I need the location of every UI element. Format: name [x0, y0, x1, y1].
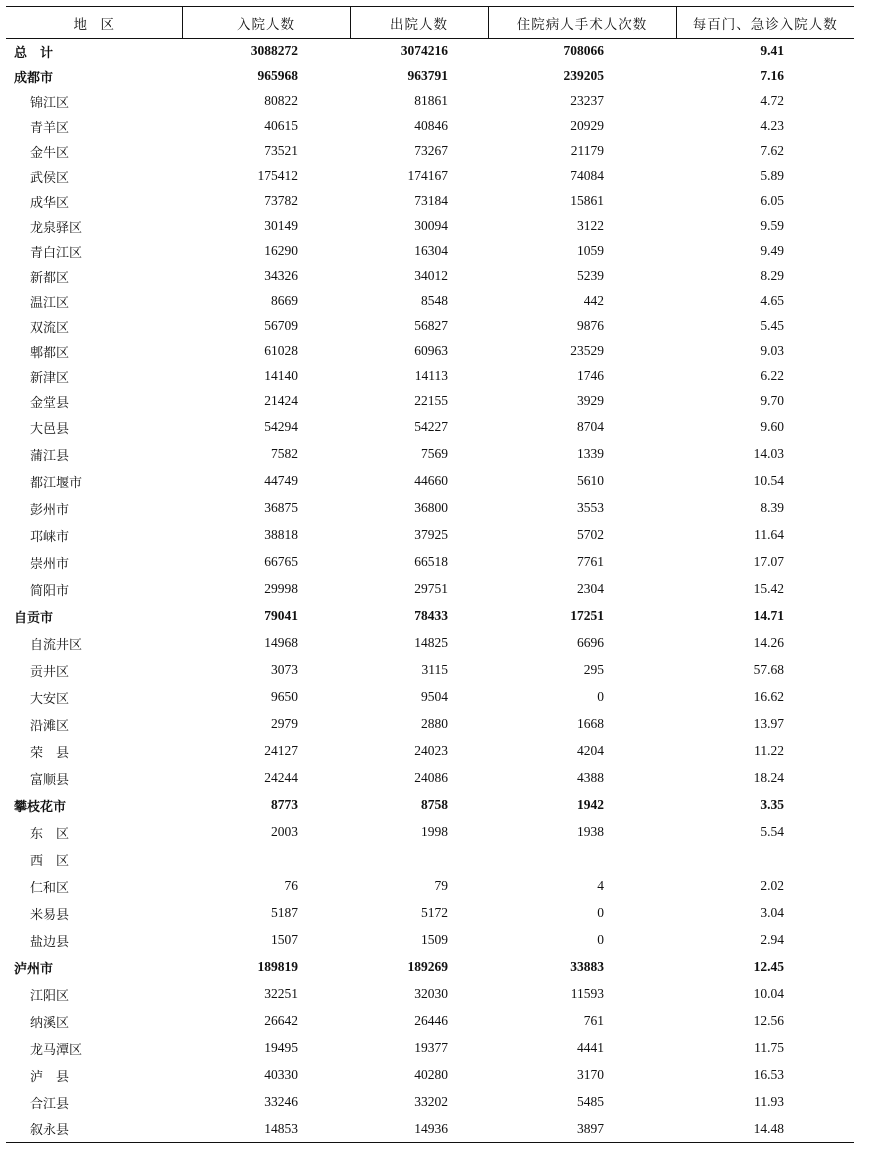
surgeries-cell: 11593: [570, 986, 604, 1001]
admission-rate-cell: 9.70: [760, 393, 784, 408]
discharges-cell: 44660: [414, 473, 448, 488]
admission-rate-cell: 15.42: [753, 581, 784, 596]
admission-rate-cell: 16.62: [753, 689, 784, 704]
admissions-cell: 965968: [257, 68, 298, 83]
surgeries-cell: 8704: [577, 419, 604, 434]
admission-rate-cell: 7.62: [760, 143, 784, 158]
admissions-cell: 30149: [264, 218, 298, 233]
surgeries-cell: 2304: [577, 581, 604, 596]
discharges-cell: 14825: [414, 635, 448, 650]
surgeries-cell: 7761: [577, 554, 604, 569]
table-row: [6, 927, 854, 954]
admissions-cell: 2003: [271, 824, 298, 839]
admissions-cell: 36875: [264, 500, 298, 515]
region-name-cell: 纳溪区: [30, 1015, 70, 1031]
table-row-group: [6, 603, 854, 630]
discharges-cell: 8758: [421, 797, 448, 812]
discharges-cell: 14113: [414, 368, 448, 383]
region-name-cell: 龙泉驿区: [30, 220, 83, 236]
admissions-cell: 80822: [264, 93, 298, 108]
admissions-cell: 24127: [264, 743, 298, 758]
discharges-cell: 79: [434, 878, 448, 893]
region-name-cell: 大安区: [30, 691, 70, 707]
surgeries-cell: 3929: [577, 393, 604, 408]
surgeries-cell: 6696: [577, 635, 604, 650]
region-name-cell: 都江堰市: [30, 475, 83, 491]
discharges-cell: 33202: [414, 1094, 448, 1109]
table-row: [6, 139, 854, 164]
table-row: [6, 214, 854, 239]
admission-rate-cell: 11.75: [754, 1040, 784, 1055]
admissions-cell: 16290: [264, 243, 298, 258]
region-name-cell: 泸 县: [30, 1069, 70, 1085]
header-region: 地 区: [6, 7, 182, 39]
discharges-cell: 16304: [414, 243, 448, 258]
surgeries-cell: 4441: [577, 1040, 604, 1055]
surgeries-cell: 9876: [577, 318, 604, 333]
admissions-cell: 44749: [264, 473, 298, 488]
table-row: [6, 657, 854, 684]
region-name-cell: 金牛区: [30, 145, 70, 161]
table-row: [6, 576, 854, 603]
discharges-cell: 40846: [414, 118, 448, 133]
discharges-cell: 963791: [407, 68, 448, 83]
table-row: [6, 495, 854, 522]
admissions-cell: 3073: [271, 662, 298, 677]
region-name-cell: 总 计: [14, 45, 54, 61]
statistics-table-page: [6, 6, 854, 1143]
region-name-cell: 金堂县: [30, 395, 70, 411]
region-name-cell: 仁和区: [30, 880, 70, 896]
surgeries-cell: 1059: [577, 243, 604, 258]
surgeries-cell: 4204: [577, 743, 604, 758]
admission-rate-cell: 18.24: [753, 770, 784, 785]
table-row: [6, 1062, 854, 1089]
admissions-cell: 32251: [264, 986, 298, 1001]
admission-rate-cell: 3.04: [760, 905, 784, 920]
admissions-cell: 73521: [264, 143, 298, 158]
discharges-cell: 3074216: [400, 43, 448, 59]
admission-rate-cell: 8.39: [760, 500, 784, 515]
admissions-cell: 61028: [264, 343, 298, 358]
admission-rate-cell: 9.49: [760, 243, 784, 258]
table-row: [6, 711, 854, 738]
surgeries-cell: 3170: [577, 1067, 604, 1082]
region-name-cell: 青白江区: [30, 245, 83, 261]
region-name-cell: 大邑县: [30, 421, 70, 437]
surgeries-cell: 5485: [577, 1094, 604, 1109]
region-name-cell: 东 区: [30, 826, 70, 842]
surgeries-cell: 0: [597, 689, 604, 704]
admissions-cell: 66765: [264, 554, 298, 569]
table-row: [6, 264, 854, 289]
discharges-cell: 1509: [421, 932, 448, 947]
surgeries-cell: 5239: [577, 268, 604, 283]
table-row: [6, 314, 854, 339]
admissions-cell: 54294: [264, 419, 298, 434]
table-row: [6, 873, 854, 900]
admission-rate-cell: [676, 846, 854, 873]
discharges-cell: 19377: [414, 1040, 448, 1055]
table-row: [6, 364, 854, 389]
admission-rate-cell: 57.68: [753, 662, 784, 677]
admissions-cell: 19495: [264, 1040, 298, 1055]
table-header: [6, 7, 854, 39]
region-name-cell: 自贡市: [14, 610, 54, 626]
table-row: [6, 549, 854, 576]
admission-rate-cell: 14.26: [753, 635, 784, 650]
region-name-cell: 自流井区: [30, 637, 83, 653]
admission-rate-cell: 12.45: [753, 959, 784, 974]
discharges-cell: 81861: [414, 93, 448, 108]
surgeries-cell: 1339: [577, 446, 604, 461]
admission-rate-cell: 14.71: [753, 608, 784, 623]
discharges-cell: 2880: [421, 716, 448, 731]
region-name-cell: 锦江区: [30, 95, 70, 111]
admission-rate-cell: 9.41: [760, 43, 784, 59]
discharges-cell: 14936: [350, 1116, 488, 1143]
discharges-cell: 1998: [421, 824, 448, 839]
region-name-cell: 温江区: [30, 295, 70, 311]
discharges-cell: 22155: [414, 393, 448, 408]
admissions-cell: 8669: [271, 293, 298, 308]
admissions-cell: 76: [284, 878, 298, 893]
admissions-cell: 14853: [182, 1116, 350, 1143]
admission-rate-cell: 9.60: [760, 419, 784, 434]
discharges-cell: 29751: [414, 581, 448, 596]
admission-rate-cell: 11.64: [754, 527, 784, 542]
admission-rate-cell: 13.97: [753, 716, 784, 731]
admissions-cell: 40615: [264, 118, 298, 133]
table-row: [6, 1089, 854, 1116]
discharges-cell: 30094: [414, 218, 448, 233]
admission-rate-cell: 10.04: [753, 986, 784, 1001]
admission-rate-cell: 5.89: [760, 168, 784, 183]
surgeries-cell: 74084: [570, 168, 604, 183]
surgeries-cell: 5702: [577, 527, 604, 542]
discharges-cell: 3115: [421, 662, 448, 677]
region-name-cell: 青羊区: [30, 120, 70, 136]
admissions-cell: 175412: [257, 168, 298, 183]
region-name-cell: 荣 县: [30, 745, 70, 761]
admission-rate-cell: 4.72: [760, 93, 784, 108]
surgeries-cell: 0: [597, 905, 604, 920]
admission-rate-cell: 17.07: [753, 554, 784, 569]
admissions-cell: 5187: [271, 905, 298, 920]
surgeries-cell: 1746: [577, 368, 604, 383]
region-name-cell: 合江县: [30, 1096, 70, 1112]
region-name-cell: 西 区: [30, 853, 70, 869]
discharges-cell: 26446: [414, 1013, 448, 1028]
table-row: [6, 846, 854, 873]
discharges-cell: 9504: [421, 689, 448, 704]
header-discharges: 出院人数: [350, 7, 488, 39]
discharges-cell: 5172: [421, 905, 448, 920]
table-row: [6, 765, 854, 792]
table-row: [6, 414, 854, 441]
discharges-cell: 8548: [421, 293, 448, 308]
table-row: [6, 189, 854, 214]
table-body: [6, 39, 854, 1143]
table-row: [6, 684, 854, 711]
admissions-cell: 2979: [271, 716, 298, 731]
admissions-cell: 79041: [264, 608, 298, 623]
table-row: [6, 981, 854, 1008]
region-name-cell: 成都市: [14, 70, 54, 86]
region-name-cell: 蒲江县: [30, 448, 70, 464]
surgeries-cell: 4: [597, 878, 604, 893]
surgeries-cell: [488, 846, 676, 873]
table-row: [6, 1116, 854, 1143]
discharges-cell: 174167: [407, 168, 448, 183]
admissions-cell: 38818: [264, 527, 298, 542]
admissions-cell: 24244: [264, 770, 298, 785]
table-row: [6, 89, 854, 114]
admission-rate-cell: 6.05: [760, 193, 784, 208]
table-row: [6, 819, 854, 846]
admissions-cell: 189819: [257, 959, 298, 974]
inpatient-statistics-table: [6, 6, 854, 1143]
table-row: [6, 522, 854, 549]
region-name-cell: 双流区: [30, 320, 70, 336]
admission-rate-cell: 12.56: [753, 1013, 784, 1028]
surgeries-cell: 23237: [570, 93, 604, 108]
admissions-cell: 3088272: [250, 43, 298, 59]
discharges-cell: 24086: [414, 770, 448, 785]
admissions-cell: 14968: [264, 635, 298, 650]
discharges-cell: 73184: [414, 193, 448, 208]
region-name-cell: 叙永县: [6, 1116, 182, 1143]
discharges-cell: 7569: [421, 446, 448, 461]
discharges-cell: 32030: [414, 986, 448, 1001]
admission-rate-cell: 4.23: [760, 118, 784, 133]
admission-rate-cell: 5.45: [760, 318, 784, 333]
region-name-cell: 泸州市: [14, 961, 54, 977]
admissions-cell: 7582: [271, 446, 298, 461]
admission-rate-cell: 10.54: [753, 473, 784, 488]
header-row: [6, 7, 854, 39]
discharges-cell: 36800: [414, 500, 448, 515]
region-name-cell: 攀枝花市: [14, 799, 67, 815]
admission-rate-cell: 7.16: [760, 68, 784, 83]
region-name-cell: 龙马潭区: [30, 1042, 83, 1058]
admission-rate-cell: 14.48: [676, 1116, 854, 1143]
region-name-cell: 郫都区: [30, 345, 70, 361]
discharges-cell: 78433: [414, 608, 448, 623]
discharges-cell: 34012: [414, 268, 448, 283]
table-row: [6, 630, 854, 657]
admission-rate-cell: 11.22: [754, 743, 784, 758]
admission-rate-cell: 4.65: [760, 293, 784, 308]
table-row: [6, 441, 854, 468]
region-name-cell: 邛崃市: [30, 529, 70, 545]
surgeries-cell: 4388: [577, 770, 604, 785]
surgeries-cell: 1668: [577, 716, 604, 731]
table-row: [6, 900, 854, 927]
table-row: [6, 389, 854, 414]
admission-rate-cell: 11.93: [754, 1094, 784, 1109]
surgeries-cell: 3897: [488, 1116, 676, 1143]
discharges-cell: 40280: [414, 1067, 448, 1082]
admission-rate-cell: 2.02: [760, 878, 784, 893]
surgeries-cell: 295: [583, 662, 604, 677]
admissions-cell: 56709: [264, 318, 298, 333]
discharges-cell: 60963: [414, 343, 448, 358]
admission-rate-cell: 8.29: [760, 268, 784, 283]
admission-rate-cell: 9.59: [760, 218, 784, 233]
surgeries-cell: 21179: [570, 143, 604, 158]
region-name-cell: 成华区: [30, 195, 70, 211]
table-row-group: [6, 792, 854, 819]
header-surgeries: 住院病人手术人次数: [488, 7, 676, 39]
table-row-group: [6, 39, 854, 64]
admission-rate-cell: 16.53: [753, 1067, 784, 1082]
admissions-cell: 14140: [264, 368, 298, 383]
surgeries-cell: 3122: [577, 218, 604, 233]
region-name-cell: 江阳区: [30, 988, 70, 1004]
admission-rate-cell: 5.54: [760, 824, 784, 839]
region-name-cell: 武侯区: [30, 170, 70, 186]
admissions-cell: 9650: [271, 689, 298, 704]
table-row-group: [6, 64, 854, 89]
surgeries-cell: 5610: [577, 473, 604, 488]
region-name-cell: 彭州市: [30, 502, 70, 518]
region-name-cell: 新都区: [30, 270, 70, 286]
surgeries-cell: 3553: [577, 500, 604, 515]
surgeries-cell: 708066: [563, 43, 604, 59]
region-name-cell: 富顺县: [30, 772, 70, 788]
region-name-cell: 盐边县: [30, 934, 70, 950]
table-row: [6, 164, 854, 189]
region-name-cell: 贡井区: [30, 664, 70, 680]
surgeries-cell: 15861: [570, 193, 604, 208]
admissions-cell: 33246: [264, 1094, 298, 1109]
table-row: [6, 738, 854, 765]
region-name-cell: 崇州市: [30, 556, 70, 572]
region-name-cell: 简阳市: [30, 583, 70, 599]
table-row: [6, 239, 854, 264]
admission-rate-cell: 3.35: [760, 797, 784, 812]
admissions-cell: 26642: [264, 1013, 298, 1028]
surgeries-cell: 23529: [570, 343, 604, 358]
table-row: [6, 339, 854, 364]
table-row: [6, 114, 854, 139]
surgeries-cell: 239205: [563, 68, 604, 83]
region-name-cell: 沿滩区: [30, 718, 70, 734]
region-name-cell: 新津区: [30, 370, 70, 386]
header-admissions: 入院人数: [182, 7, 350, 39]
surgeries-cell: 1938: [577, 824, 604, 839]
admission-rate-cell: 14.03: [753, 446, 784, 461]
discharges-cell: 37925: [414, 527, 448, 542]
discharges-cell: [350, 846, 488, 873]
admissions-cell: 1507: [271, 932, 298, 947]
admission-rate-cell: 6.22: [760, 368, 784, 383]
table-row-group: [6, 954, 854, 981]
discharges-cell: 189269: [407, 959, 448, 974]
admissions-cell: 34326: [264, 268, 298, 283]
discharges-cell: 73267: [414, 143, 448, 158]
surgeries-cell: 1942: [577, 797, 604, 812]
discharges-cell: 54227: [414, 419, 448, 434]
surgeries-cell: 0: [597, 932, 604, 947]
surgeries-cell: 442: [583, 293, 604, 308]
surgeries-cell: 33883: [570, 959, 604, 974]
admissions-cell: 21424: [264, 393, 298, 408]
admission-rate-cell: 2.94: [760, 932, 784, 947]
admissions-cell: 73782: [264, 193, 298, 208]
admissions-cell: 29998: [264, 581, 298, 596]
discharges-cell: 66518: [414, 554, 448, 569]
admissions-cell: [182, 846, 350, 873]
discharges-cell: 24023: [414, 743, 448, 758]
surgeries-cell: 17251: [570, 608, 604, 623]
table-row: [6, 468, 854, 495]
table-row: [6, 1008, 854, 1035]
admissions-cell: 40330: [264, 1067, 298, 1082]
admission-rate-cell: 9.03: [760, 343, 784, 358]
table-row: [6, 1035, 854, 1062]
surgeries-cell: 20929: [570, 118, 604, 133]
surgeries-cell: 761: [583, 1013, 604, 1028]
table-row: [6, 289, 854, 314]
region-name-cell: 米易县: [30, 907, 70, 923]
discharges-cell: 56827: [414, 318, 448, 333]
admissions-cell: 8773: [271, 797, 298, 812]
header-admission-rate: 每百门、急诊入院人数: [676, 7, 854, 39]
